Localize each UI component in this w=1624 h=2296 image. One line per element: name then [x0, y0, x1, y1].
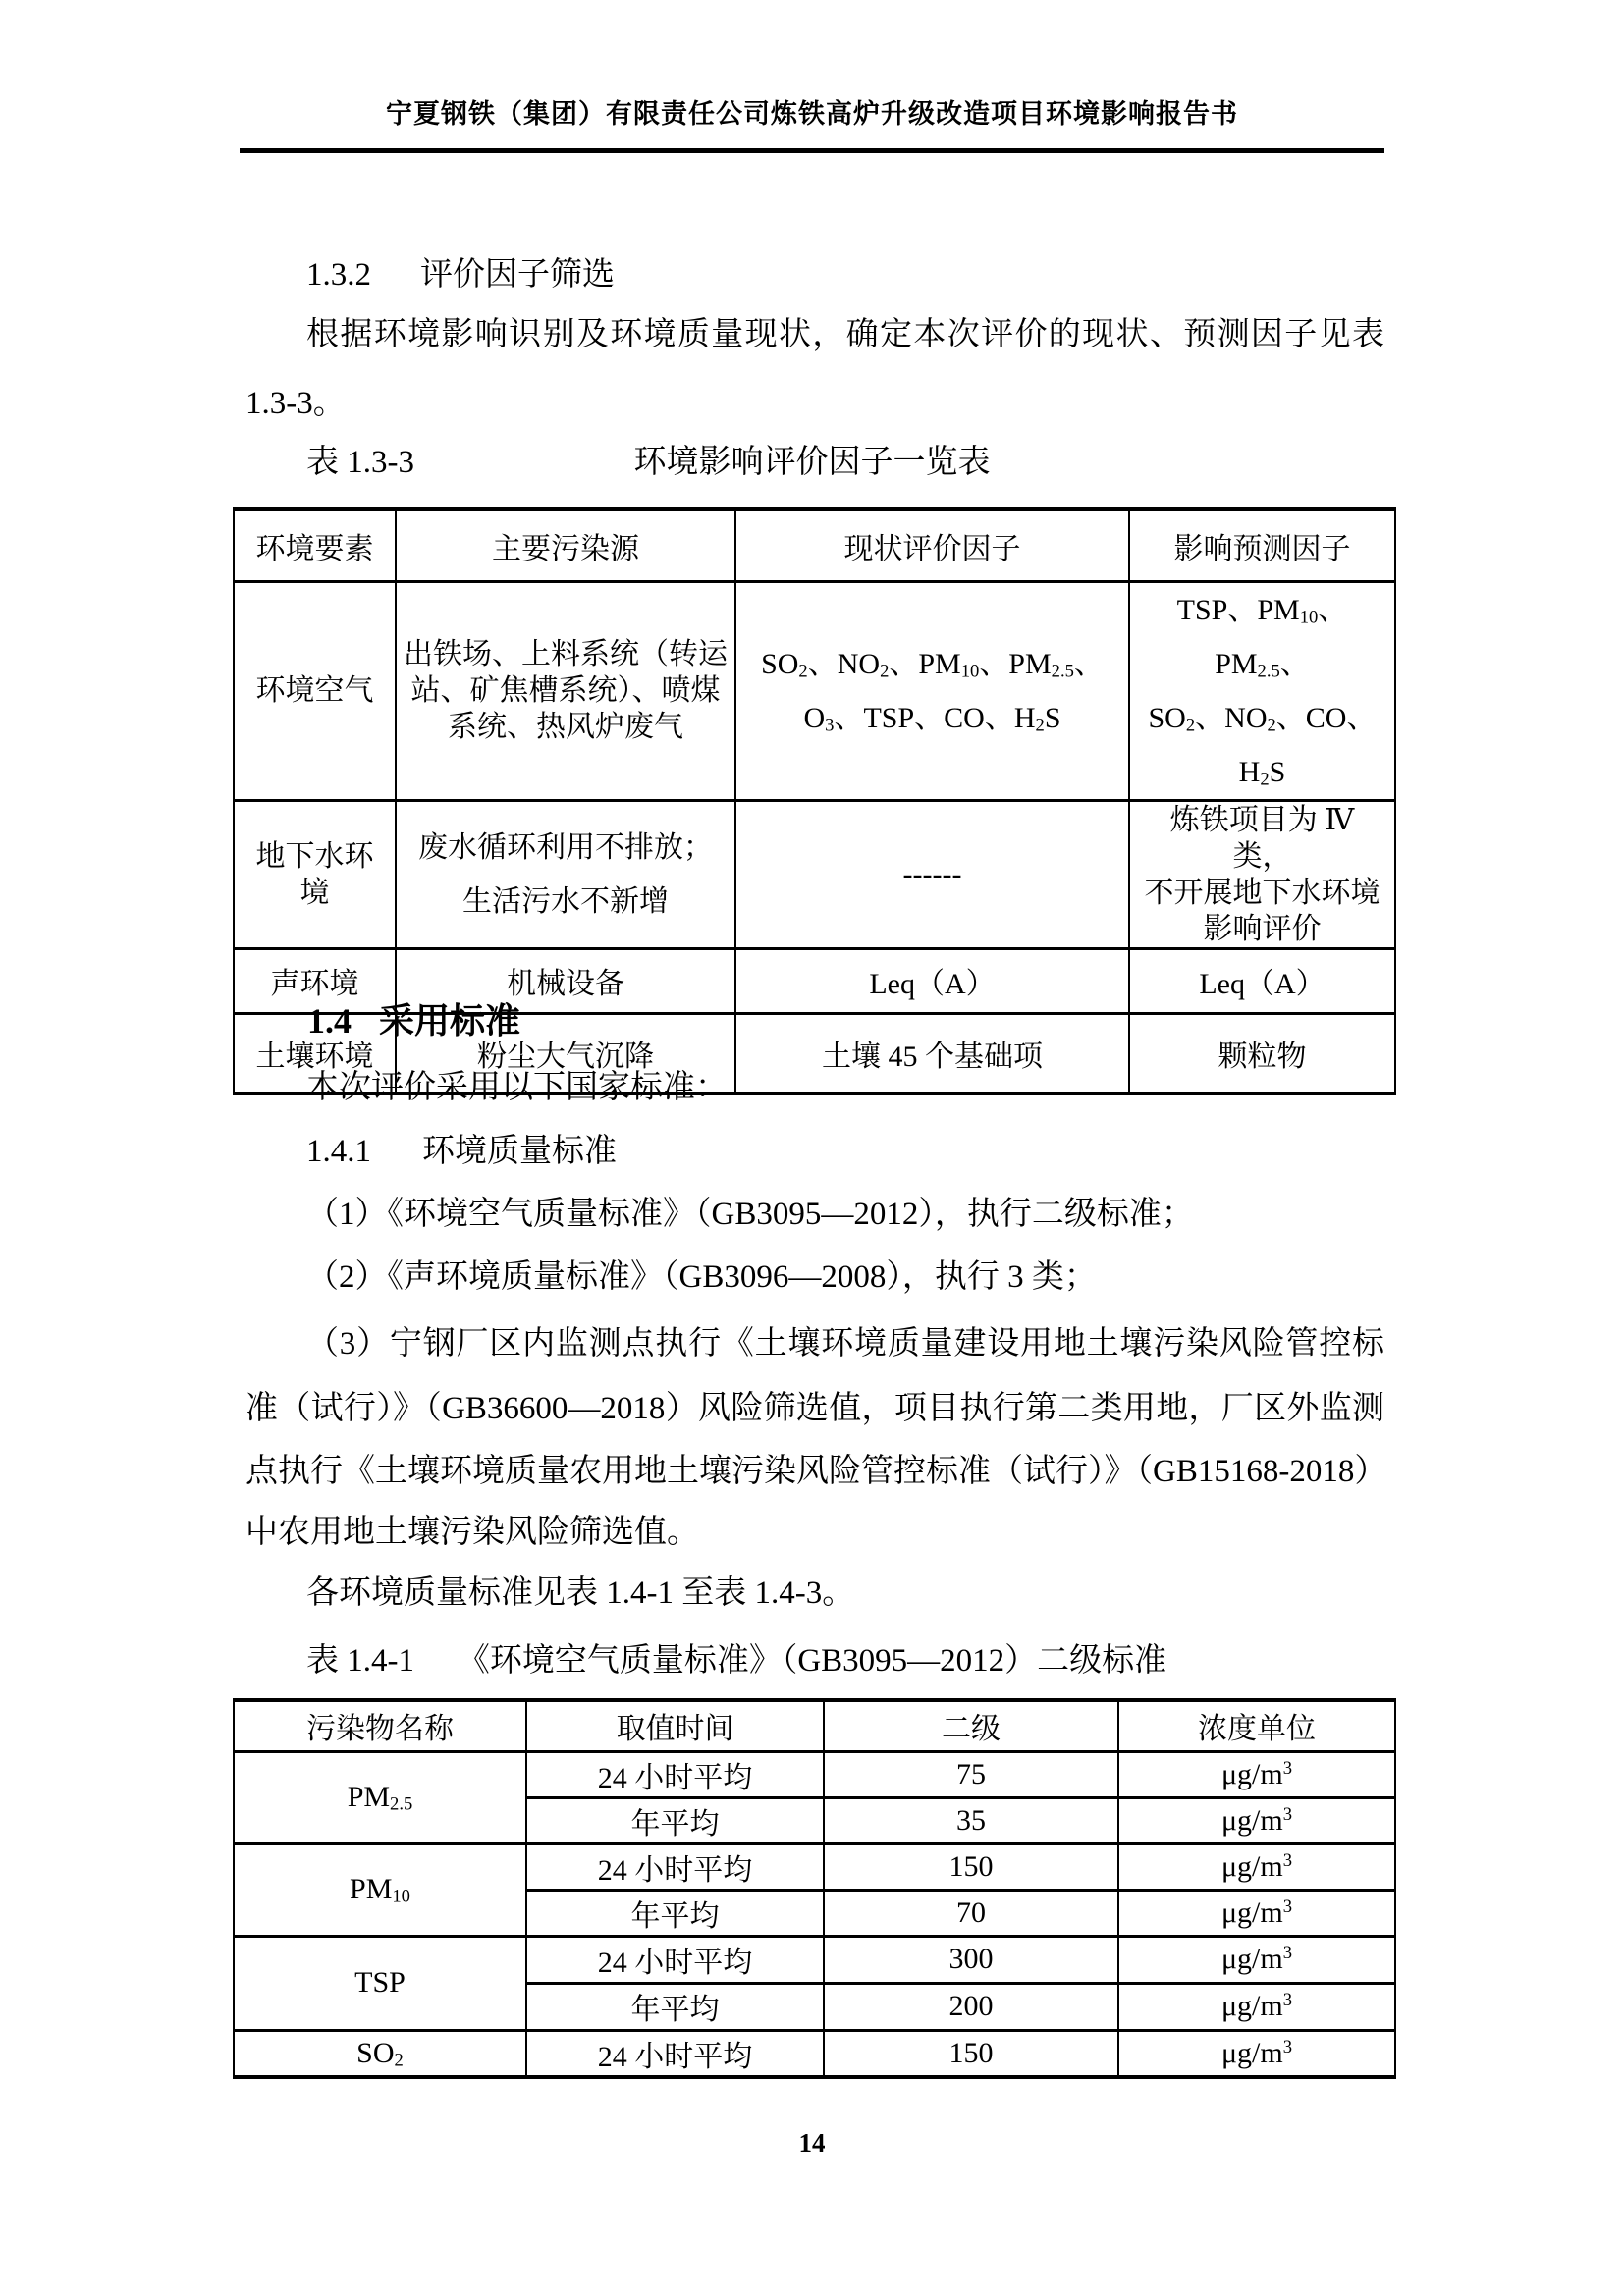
page-number: 14 — [798, 2128, 826, 2158]
list-item-3-line: 点执行《土壤环境质量农用地土壤污染风险管控标准（试行）》（GB15168-2018） — [245, 1454, 1387, 1489]
column-header: 影响预测因子 — [1129, 509, 1395, 581]
cell-source: 机械设备 — [396, 948, 735, 1013]
cell-factor: 声环境 — [234, 948, 396, 1013]
cell-time: 年平均 — [526, 1983, 824, 2030]
heading-1-4-number: 1.4 — [307, 1001, 352, 1041]
cell-unit: $\mu g/m^3$ — [1118, 1797, 1395, 1843]
cell-time: 24 小时平均 — [526, 1936, 824, 1983]
cell-factor: 地下水环 境 — [234, 800, 396, 948]
heading-1-4-1-number: 1.4.1 — [306, 1134, 371, 1169]
cell-pollutant: $PM_{10}$ — [234, 1843, 526, 1936]
paragraph-line: 根据环境影响识别及环境质量现状，确定本次评价的现状、预测因子见表 — [306, 317, 1384, 352]
list-item-3-line: 中农用地土壤污染风险筛选值。 — [245, 1515, 699, 1550]
cell-value: 300 — [824, 1936, 1118, 1983]
table-1-4-1-header-row — [234, 1700, 1395, 1751]
cell-current-factors: $SO_2$、$NO_2$、$PM_{10}$、$PM_{2.5}$、 $O_3$、TSP、CO、$H_2S$ — [735, 581, 1129, 800]
cell-value: 150 — [824, 2030, 1118, 2077]
table-1-3-3-caption-label: 表 1.3-3 — [306, 445, 414, 480]
column-header: 主要污染源 — [396, 509, 735, 581]
heading-1-4-1 — [306, 1133, 617, 1172]
paragraph-line: 1.3-3。 — [245, 386, 346, 421]
cell-value: 35 — [824, 1797, 1118, 1843]
cell-source: 出铁场、上料系统（转运 站、矿焦槽系统）、喷煤 系统、热风炉废气 — [396, 581, 735, 800]
column-header: 环境要素 — [234, 509, 396, 581]
column-header: 二级 — [824, 1700, 1118, 1751]
cell-unit: $\mu g/m^3$ — [1118, 1983, 1395, 2030]
cell-predict-factors: 炼铁项目为 Ⅳ 类， 不开展地下水环境 影响评价 — [1129, 800, 1395, 948]
cell-source: 粉尘大气沉降 — [396, 1013, 735, 1094]
cell-current-factors: ------ — [735, 800, 1129, 948]
table-1-3-3-caption — [0, 444, 1624, 483]
table-1-4-1-caption-title: 《环境空气质量标准》（GB3095—2012）二级标准 — [457, 1643, 1167, 1679]
closing-line: 各环境质量标准见表 1.4-1 至表 1.4-3。 — [306, 1575, 855, 1611]
heading-1-4-1-title: 环境质量标准 — [422, 1134, 617, 1169]
header-rule — [240, 148, 1384, 153]
cell-unit: $\mu g/m^3$ — [1118, 1843, 1395, 1890]
heading-1-3-2 — [306, 256, 615, 295]
cell-unit: $\mu g/m^3$ — [1118, 2030, 1395, 2077]
cell-current-factors: 土壤 45 个基础项 — [735, 1013, 1129, 1094]
column-header: 浓度单位 — [1118, 1700, 1395, 1751]
cell-predict-factors: Leq（A） — [1129, 948, 1395, 1013]
cell-factor: 土壤环境 — [234, 1013, 396, 1094]
heading-1-3-2-title: 评价因子筛选 — [420, 257, 615, 293]
cell-value: 150 — [824, 1843, 1118, 1890]
column-header: 取值时间 — [526, 1700, 824, 1751]
cell-time: 年平均 — [526, 1890, 824, 1936]
cell-factor: 环境空气 — [234, 581, 396, 800]
document-header-title: 宁夏钢铁（集团）有限责任公司炼铁高炉升级改造项目环境影响报告书 — [386, 99, 1238, 129]
list-item-3-line: （3）宁钢厂区内监测点执行《土壤环境质量建设用地土壤污染风险管控标 — [306, 1326, 1384, 1362]
cell-time: 24 小时平均 — [526, 1751, 824, 1797]
intro-line: 本次评价采用以下国家标准： — [306, 1070, 728, 1105]
table-1-4-1-caption — [0, 1642, 1624, 1682]
cell-time: 年平均 — [526, 1797, 824, 1843]
table-row — [234, 1936, 1395, 1983]
table-1-4-1 — [233, 1698, 1396, 2079]
cell-time: 24 小时平均 — [526, 2030, 824, 2077]
cell-predict-factors: TSP、$PM_{10}$、$PM_{2.5}$、 $SO_2$、$NO_2$、CO、$H_2S$ — [1129, 581, 1395, 800]
cell-unit: $\mu g/m^3$ — [1118, 1936, 1395, 1983]
heading-1-4-title: 采用标准 — [379, 1001, 521, 1041]
list-item-2: （2）《声环境质量标准》（GB3096—2008），执行 3 类； — [306, 1259, 1097, 1295]
cell-value: 200 — [824, 1983, 1118, 2030]
column-header: 现状评价因子 — [735, 509, 1129, 581]
cell-current-factors: Leq（A） — [735, 948, 1129, 1013]
cell-pollutant: $PM_{2.5}$ — [234, 1751, 526, 1843]
cell-time: 24 小时平均 — [526, 1843, 824, 1890]
cell-source: 废水循环利用不排放； 生活污水不新增 — [396, 800, 735, 948]
cell-pollutant: $SO_2$ — [234, 2030, 526, 2077]
cell-pollutant: TSP — [234, 1936, 526, 2030]
table-row-air — [234, 581, 1395, 800]
table-1-3-3-header-row — [234, 509, 1395, 581]
heading-1-3-2-number: 1.3.2 — [306, 257, 371, 293]
table-row-groundwater — [234, 800, 1395, 948]
cell-value: 75 — [824, 1751, 1118, 1797]
list-item-3-line: 准（试行）》（GB36600—2018）风险筛选值，项目执行第二类用地，厂区外监测 — [245, 1391, 1384, 1426]
table-row — [234, 2030, 1395, 2077]
cell-unit: $\mu g/m^3$ — [1118, 1890, 1395, 1936]
table-row — [234, 1843, 1395, 1890]
table-row — [234, 1751, 1395, 1797]
list-item-1: （1）《环境空气质量标准》（GB3095—2012），执行二级标准； — [306, 1197, 1194, 1232]
heading-1-4 — [307, 1000, 520, 1042]
column-header: 污染物名称 — [234, 1700, 526, 1751]
table-1-3-3-caption-title: 环境影响评价因子一览表 — [633, 445, 991, 480]
cell-value: 70 — [824, 1890, 1118, 1936]
cell-unit: $\mu g/m^3$ — [1118, 1751, 1395, 1797]
cell-predict-factors: 颗粒物 — [1129, 1013, 1395, 1094]
table-1-4-1-caption-label: 表 1.4-1 — [306, 1643, 414, 1679]
